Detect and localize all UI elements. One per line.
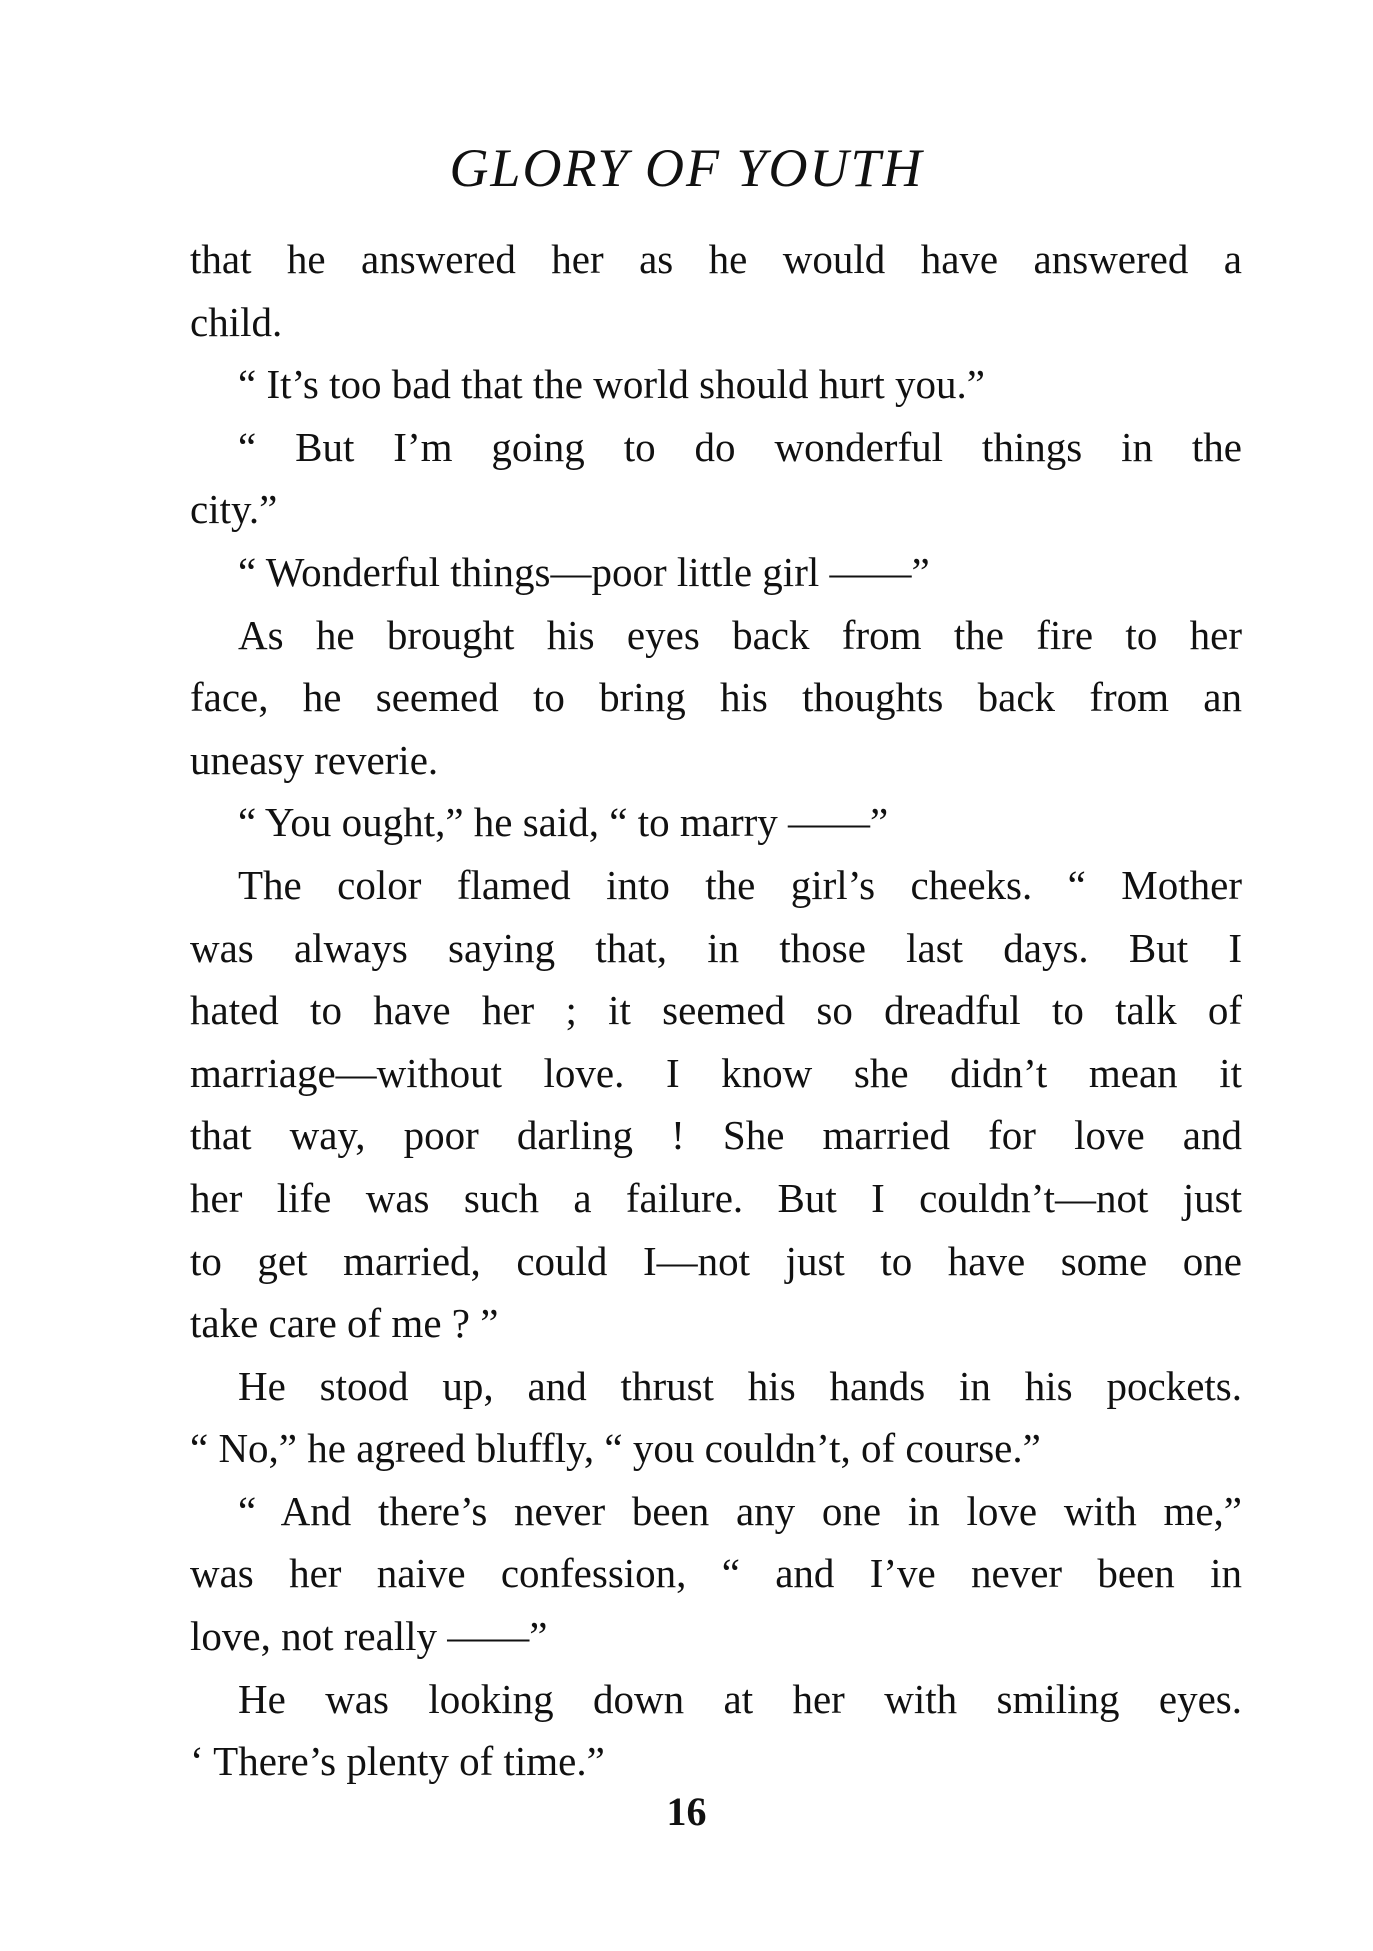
text-line: to get married, could I—not just to have some one bbox=[190, 1237, 1242, 1284]
text-line: He was looking down at her with smiling eyes. bbox=[238, 1675, 1242, 1722]
text-line: was her naive confession, “ and I’ve never been in bbox=[190, 1550, 1242, 1597]
text-line: “ It’s too bad that the world should hurt you.” bbox=[238, 361, 985, 408]
page-number: 16 bbox=[666, 1789, 707, 1834]
text-line: marriage—without love. I know she didn’t mean it bbox=[190, 1049, 1242, 1096]
text-line: “ And there’s never been any one in love with me,” bbox=[238, 1487, 1242, 1534]
text-line: take care of me ? ” bbox=[190, 1300, 499, 1347]
text-line: child. bbox=[190, 298, 283, 345]
text-line: city.” bbox=[190, 486, 278, 533]
text-line: was always saying that, in those last days. But I bbox=[190, 924, 1242, 971]
text-line: love, not really ——” bbox=[190, 1613, 548, 1660]
text-line: As he brought his eyes back from the fire to her bbox=[238, 611, 1242, 658]
text-line: “ But I’m going to do wonderful things in the bbox=[238, 423, 1242, 470]
text-line: her life was such a failure. But I couldn’t—not just bbox=[190, 1174, 1242, 1221]
text-line: uneasy reverie. bbox=[190, 736, 439, 783]
text-line: “ Wonderful things—poor little girl ——” bbox=[238, 548, 930, 595]
text-line: He stood up, and thrust his hands in his pockets. bbox=[238, 1362, 1242, 1409]
body-text bbox=[190, 228, 1242, 1793]
running-head: GLORY OF YOUTH bbox=[449, 138, 924, 198]
text-line: “ No,” he agreed bluffly, “ you couldn’t, of course.” bbox=[190, 1425, 1041, 1472]
text-line: hated to have her ; it seemed so dreadful to talk of bbox=[190, 987, 1242, 1034]
text-line: that he answered her as he would have answered a bbox=[190, 236, 1242, 282]
text-line: The color flamed into the girl’s cheeks. “ Mother bbox=[238, 861, 1242, 908]
text-line: face, he seemed to bring his thoughts back from an bbox=[190, 674, 1242, 721]
text-line: ‘ There’s plenty of time.” bbox=[190, 1738, 605, 1785]
text-line: “ You ought,” he said, “ to marry ——” bbox=[238, 799, 889, 846]
text-line: that way, poor darling ! She married for love and bbox=[190, 1112, 1242, 1159]
